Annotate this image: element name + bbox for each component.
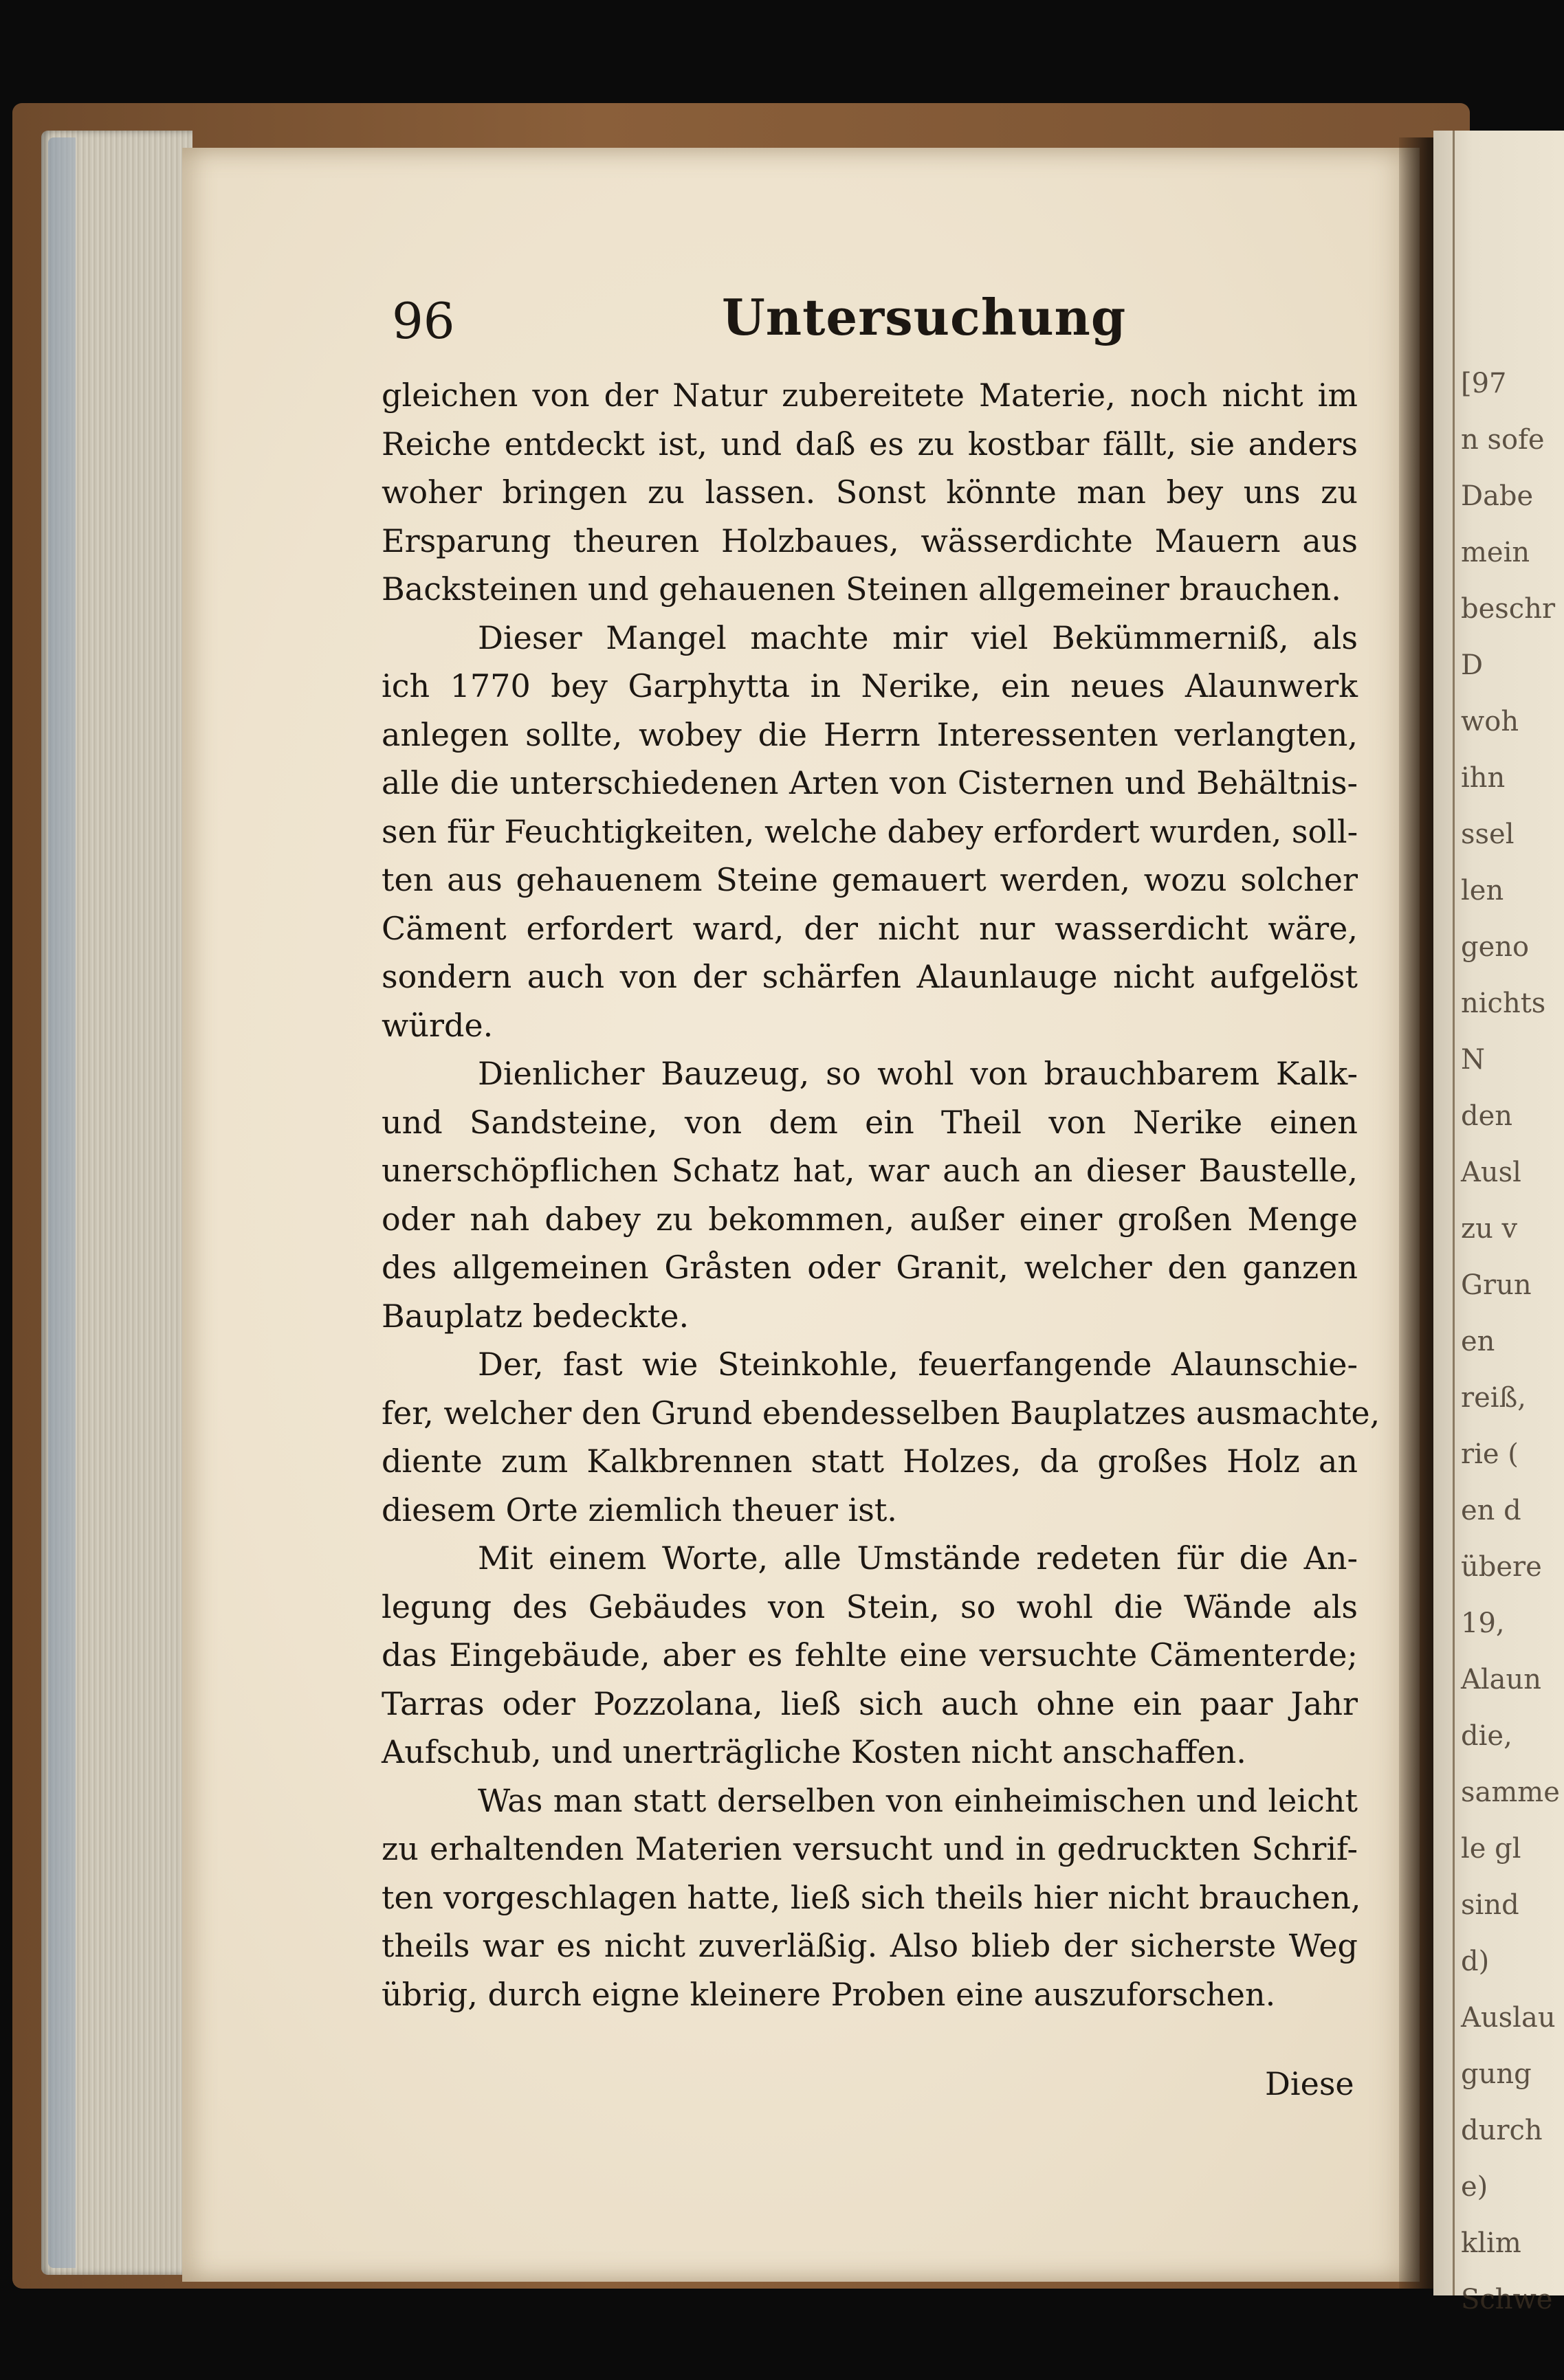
running-head: Untersuchung [722,288,1127,346]
text-line: Was man statt derselben von einheimischen und leicht [478,1781,1358,1819]
text-line: Ersparung theuren Holzbaues, wässerdichte Mauern aus [382,522,1358,559]
text-line: würde. [382,1006,494,1044]
text-line: Backsteinen und gehauenen Steinen allgemeiner brauchen. [382,570,1341,608]
catchword: Diese [1265,2065,1354,2102]
text-line: gleichen von der Natur zubereitete Materie, noch nicht im [382,377,1358,414]
text-line: sondern auch von der schärfen Alaunlauge nicht aufgelöst [382,958,1358,995]
text-line: theils war es nicht zuverläßig. Also blieb der sicherste Weg [382,1927,1358,1964]
facing-page-fragment: die, [1461,1720,1512,1752]
facing-page-fragment: gung [1461,2058,1532,2090]
facing-page-fragment: reiß, [1461,1382,1527,1414]
facing-page-fragment: übere [1461,1551,1542,1583]
facing-page-fragment: Ausl [1461,1157,1521,1188]
facing-page-fragment: Grun [1461,1269,1532,1301]
text-line: Reiche entdeckt ist, und daß es zu kostbar fällt, sie anders [382,425,1358,463]
facing-page-fragment: woh [1461,706,1519,737]
text-line: das Eingebäude, aber es fehlte eine versuchte Cämenterde; [382,1636,1358,1673]
facing-page-fragment: ihn [1461,762,1506,794]
facing-page-fragment: rie ( [1461,1438,1519,1470]
facing-page-fragment: en d [1461,1495,1521,1526]
text-line: legung des Gebäudes von Stein, so wohl die Wände als [382,1588,1358,1625]
facing-page-fragment: len [1461,875,1504,907]
text-line: sen für Feuchtigkeiten, welche dabey erfordert wurden, soll- [382,812,1358,850]
text-line: ten aus gehauenem Steine gemauert werden, wozu solcher [382,861,1358,898]
facing-page-fragment: den [1461,1100,1513,1132]
facing-page-fragment: Schwe [1461,2284,1553,2315]
text-line: alle die unterschiedenen Arten von Cisternen und Behältnis- [382,764,1358,801]
facing-page-fragment: n sofe [1461,424,1545,456]
text-line: ich 1770 bey Garphytta in Nerike, ein neues Alaunwerk [382,667,1358,704]
text-line: Dieser Mangel machte mir viel Bekümmerniß, als [478,619,1358,656]
facing-page-fragment: d) [1461,1946,1490,1977]
facing-page-fragment: nichts [1461,988,1546,1019]
text-line: Mit einem Worte, alle Umstände redeten für die An- [478,1539,1358,1577]
text-line: zu erhaltenden Materien versucht und in gedruckten Schrif- [382,1830,1358,1867]
page-edge-tint [48,137,76,2268]
page-number: 96 [392,292,455,350]
facing-page-fragment: durch [1461,2115,1543,2146]
facing-page-fragment: [97 [1461,368,1507,399]
text-line: Dienlicher Bauzeug, so wohl von brauchbarem Kalk- [478,1055,1358,1092]
facing-page-fragment: samme [1461,1777,1560,1808]
facing-page-fragment: le gl [1461,1833,1521,1865]
facing-page-fragment: geno [1461,931,1530,963]
text-line: Tarras oder Pozzolana, ließ sich auch ohne ein paar Jahr [382,1684,1358,1722]
facing-page-fragment: klim [1461,2227,1521,2259]
page-header [392,288,1368,354]
facing-page-fragment: N [1461,1044,1485,1076]
text-line: Der, fast wie Steinkohle, feuerfangende Alaunschie- [478,1346,1358,1383]
text-line: Bauplatz bedeckte. [382,1297,690,1335]
facing-page-fragment: 19, [1461,1608,1505,1639]
facing-page-fragment: zu v [1461,1213,1518,1245]
text-line: woher bringen zu lassen. Sonst könnte man bey uns zu [382,474,1358,511]
facing-page [1433,131,1564,2315]
text-line: anlegen sollte, wobey die Herrn Interessenten verlangten, [382,715,1358,753]
facing-page-fragment: Alaun [1461,1664,1542,1695]
facing-page-fragment: ssel [1461,819,1515,850]
facing-page-fragment: sind [1461,1889,1519,1921]
text-line: diente zum Kalkbrennen statt Holzes, da großes Holz an [382,1443,1358,1480]
text-line: ten vorgeschlagen hatte, ließ sich theils hier nicht brauchen, [382,1878,1361,1916]
facing-page-fragment: D [1461,649,1484,681]
facing-page-fragment: Auslau [1461,2002,1556,2034]
facing-page-fragment: en [1461,1326,1495,1357]
text-line: übrig, durch eigne kleinere Proben eine auszuforschen. [382,1975,1276,2013]
text-line: Cäment erfordert ward, der nicht nur wasserdicht wäre, [382,909,1358,947]
facing-page-fragment: e) [1461,2171,1488,2203]
text-line: unerschöpflichen Schatz hat, war auch an dieser Baustelle, [382,1152,1358,1189]
text-line: Aufschub, und unerträgliche Kosten nicht anschaffen. [382,1733,1246,1770]
text-line: des allgemeinen Gråsten oder Granit, welcher den ganzen [382,1249,1358,1286]
text-line: diesem Orte ziemlich theuer ist. [382,1491,897,1528]
text-line: und Sandsteine, von dem ein Theil von Nerike einen [382,1103,1358,1141]
facing-page-rule [1453,131,1455,2295]
text-line: oder nah dabey zu bekommen, außer einer großen Menge [382,1200,1358,1238]
body-text [382,371,1380,2018]
facing-page-fragment: beschr [1461,593,1556,625]
text-line: fer, welcher den Grund ebendesselben Bauplatzes ausmachte, [382,1394,1380,1432]
facing-page-fragment: mein [1461,537,1530,568]
facing-page-fragment: Dabe [1461,480,1534,512]
